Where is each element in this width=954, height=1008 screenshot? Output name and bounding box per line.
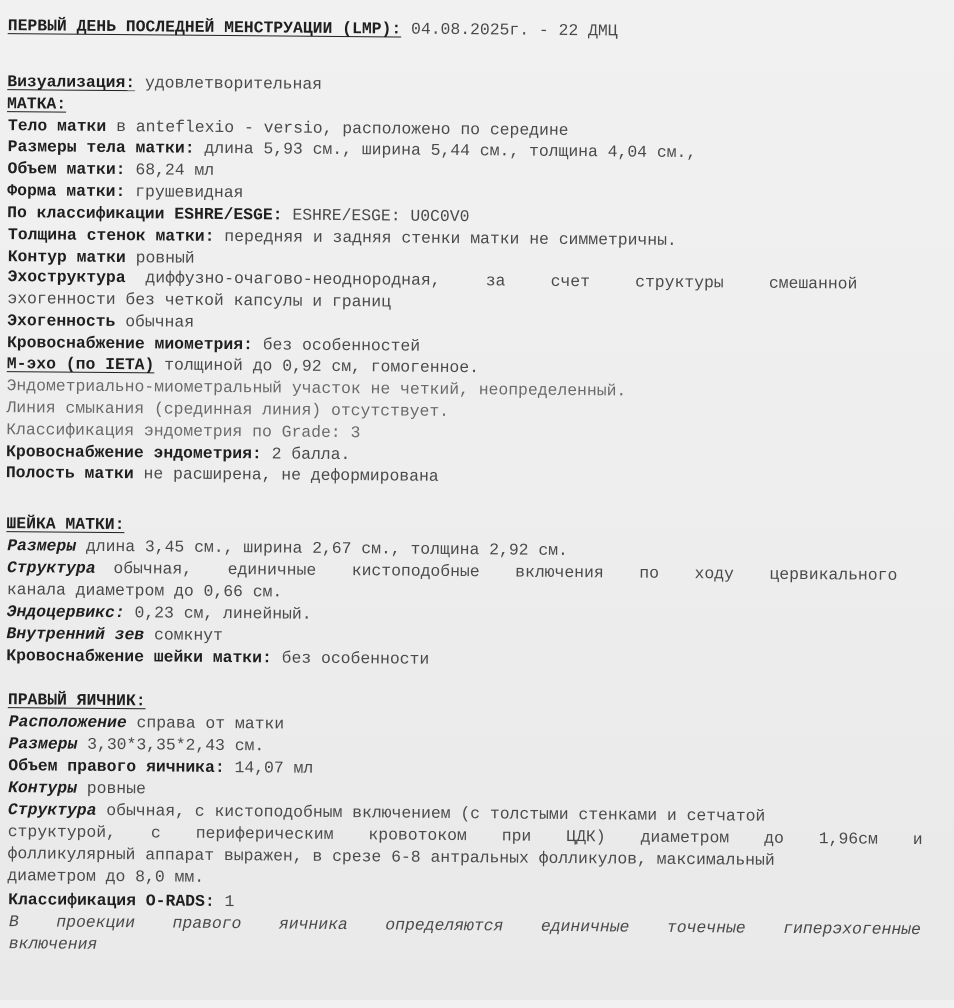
word: счет bbox=[550, 271, 591, 292]
word: точечные bbox=[666, 917, 746, 938]
endometrium-blood-value: 2 балла. bbox=[271, 444, 351, 465]
word: яичника bbox=[278, 914, 348, 935]
word: диффузно-очагово-неоднородная, bbox=[145, 268, 441, 290]
grade-line: Классификация эндометрия по Grade: 3 bbox=[6, 420, 361, 443]
cavity-line bbox=[6, 463, 439, 487]
ovary-note-line-2: включения bbox=[8, 934, 98, 954]
word: при bbox=[501, 826, 532, 846]
cervix-structure-label: Структура bbox=[6, 558, 96, 578]
myometrium-blood-value: без особенностей bbox=[262, 335, 421, 356]
ovary-structure-line-4: диаметром до 8,0 мм. bbox=[7, 866, 205, 887]
ovary-contours-value: ровные bbox=[86, 778, 146, 799]
internal-os-value: сомкнут bbox=[153, 625, 223, 645]
junction-line: Эндометриально-миометральный участок не четкий, неопределенный. bbox=[6, 376, 627, 401]
word: за bbox=[485, 271, 506, 291]
word: определяются bbox=[385, 915, 504, 936]
ovary-location-line bbox=[9, 712, 285, 734]
word: кистоподобные bbox=[351, 561, 480, 582]
uterus-volume-label: Объем матки: bbox=[7, 159, 126, 180]
myometrium-blood-label: Кровоснабжение миометрия: bbox=[6, 333, 253, 355]
word: включения bbox=[515, 562, 604, 583]
endocervix-line bbox=[7, 602, 312, 625]
ovary-location-value: справа от матки bbox=[136, 713, 285, 734]
orads-label: Классификация O-RADS: bbox=[8, 890, 215, 911]
cervix-heading-text: ШЕЙКА МАТКИ: bbox=[6, 514, 125, 535]
word: проекции bbox=[56, 912, 136, 933]
word: ходу bbox=[694, 564, 734, 584]
word: структурой, bbox=[7, 822, 117, 843]
word: цервикального bbox=[769, 564, 898, 585]
word: диаметром bbox=[640, 827, 730, 848]
cervix-blood-line bbox=[6, 646, 429, 670]
endocervix-label: Эндоцервикс: bbox=[6, 602, 125, 623]
right-ovary-heading-text: ПРАВЫЙ ЯИЧНИК: bbox=[7, 690, 146, 711]
myometrium-blood-line bbox=[7, 333, 420, 357]
cervix-blood-label: Кровоснабжение шейки матки: bbox=[6, 646, 272, 668]
ovary-location-label: Расположение bbox=[8, 712, 127, 733]
cavity-value: не расширена, не деформирована bbox=[143, 464, 439, 486]
word: гиперэхогенные bbox=[783, 918, 921, 940]
word: единичные bbox=[227, 560, 317, 580]
ovary-note-line bbox=[9, 912, 921, 940]
ovary-contours-line bbox=[8, 778, 146, 799]
cervix-structure-line-2: канала диаметром до 0,66 см. bbox=[6, 580, 283, 602]
word: периферическим bbox=[195, 823, 334, 844]
ovary-size-label: Размеры bbox=[8, 734, 78, 754]
visualization-value: удовлетворительная bbox=[144, 73, 323, 94]
uterus-shape-label: Форма матки: bbox=[7, 181, 126, 202]
lmp-line bbox=[8, 16, 618, 41]
uterus-classification-label: По классификации ESHRE/ESGE: bbox=[7, 203, 283, 225]
uterus-heading-text: МАТКА: bbox=[7, 94, 67, 114]
m-echo-value: толщиной до 0,92 см, гомогенное. bbox=[164, 355, 480, 378]
uterus-body-label: Тело матки bbox=[7, 116, 107, 136]
ovary-structure-label: Структура bbox=[7, 800, 97, 820]
m-echo-line bbox=[7, 354, 479, 378]
uterus-classification-line bbox=[7, 203, 469, 227]
uterus-walls-label: Толщина стенок матки: bbox=[7, 225, 215, 246]
ovary-structure-line-3: фолликулярный аппарат выражен, в срезе 6-8 антральных фолликулов, максимальный bbox=[7, 844, 775, 870]
uterus-size-value: длина 5,93 см., ширина 5,44 см., толщина 4,04 см., bbox=[204, 138, 697, 163]
ovary-volume-value: 14,07 мл bbox=[234, 758, 314, 778]
orads-value: 1 bbox=[224, 891, 235, 912]
echostructure-label: Эхоструктура bbox=[7, 267, 126, 288]
cavity-label: Полость матки bbox=[5, 463, 134, 484]
ovary-volume-label: Объем правого яичника: bbox=[8, 756, 225, 777]
lmp-value: 04.08.2025г. - 22 ДМЦ bbox=[410, 19, 618, 41]
orads-line bbox=[8, 890, 234, 912]
ovary-structure-value: обычная, с кистоподобным включением (с толстыми стенками и сетчатой bbox=[106, 800, 766, 826]
echogenicity-value: обычная bbox=[125, 312, 195, 332]
uterus-heading bbox=[7, 94, 66, 115]
lmp-label: ПЕРВЫЙ ДЕНЬ ПОСЛЕДНЕЙ МЕНСТРУАЦИИ (LMP): bbox=[7, 16, 402, 39]
cervix-blood-value: без особенности bbox=[281, 648, 430, 669]
ovary-contours-label: Контуры bbox=[8, 778, 78, 798]
echostructure-line-2: эхогенности без четкой капсулы и границ bbox=[7, 289, 392, 312]
cervix-size-label: Размеры bbox=[7, 536, 77, 556]
cervix-size-line bbox=[7, 536, 568, 561]
cervix-size-value: длина 3,45 см., ширина 2,67 см., толщина 2,92 см. bbox=[85, 536, 568, 560]
cervix-heading bbox=[6, 514, 124, 535]
ovary-size-line bbox=[8, 734, 264, 756]
word: до bbox=[764, 828, 784, 848]
uterus-walls-value: передняя и задняя стенки матки не симметричны. bbox=[224, 226, 677, 250]
word: по bbox=[639, 563, 660, 583]
endocervix-value: 0,23 см, линейный. bbox=[134, 603, 312, 624]
uterus-shape-line bbox=[7, 181, 243, 203]
ovary-volume-line bbox=[8, 756, 313, 779]
word: ЦДК) bbox=[566, 826, 606, 847]
midline-line: Линия смыкания (срединная линия) отсутствует. bbox=[6, 398, 450, 421]
uterus-shape-value: грушевидная bbox=[135, 182, 244, 203]
uterus-contour-line bbox=[8, 247, 195, 269]
endometrium-blood-label: Кровоснабжение эндометрия: bbox=[5, 442, 262, 464]
internal-os-label: Внутренний зев bbox=[6, 624, 145, 645]
echogenicity-line bbox=[7, 311, 194, 333]
right-ovary-heading bbox=[8, 690, 146, 711]
visualization-line bbox=[7, 72, 322, 95]
ovary-size-value: 3,30*3,35*2,43 см. bbox=[87, 734, 265, 756]
uterus-volume-value: 68,24 мл bbox=[135, 160, 215, 180]
uterus-body-value: в anteflexio - versio, расположено по середине bbox=[116, 117, 569, 140]
uterus-classification-value: ESHRE/ESGE: U0C0V0 bbox=[292, 205, 470, 227]
uterus-size-label: Размеры тела матки: bbox=[7, 137, 195, 158]
word: обычная, bbox=[113, 559, 193, 579]
word: единичные bbox=[540, 916, 630, 937]
endometrium-blood-line bbox=[6, 442, 350, 465]
word: 1,96см bbox=[818, 829, 878, 849]
word: правого bbox=[172, 913, 242, 934]
word: структуры bbox=[635, 272, 724, 293]
ovary-note-justified bbox=[9, 912, 921, 940]
uterus-contour-value: ровный bbox=[135, 248, 195, 268]
m-echo-label: М-эхо (по IETA) bbox=[6, 354, 155, 375]
echogenicity-label: Эхогенность bbox=[7, 311, 116, 332]
internal-os-line bbox=[6, 624, 223, 646]
uterus-volume-line bbox=[7, 159, 214, 181]
uterus-contour-label: Контур матки bbox=[7, 247, 126, 268]
word: с bbox=[150, 823, 161, 843]
word: В bbox=[8, 912, 19, 932]
visualization-label: Визуализация: bbox=[7, 72, 136, 93]
word: кровотоком bbox=[368, 825, 467, 846]
word: смешанной bbox=[768, 273, 858, 294]
word: и bbox=[912, 829, 923, 850]
